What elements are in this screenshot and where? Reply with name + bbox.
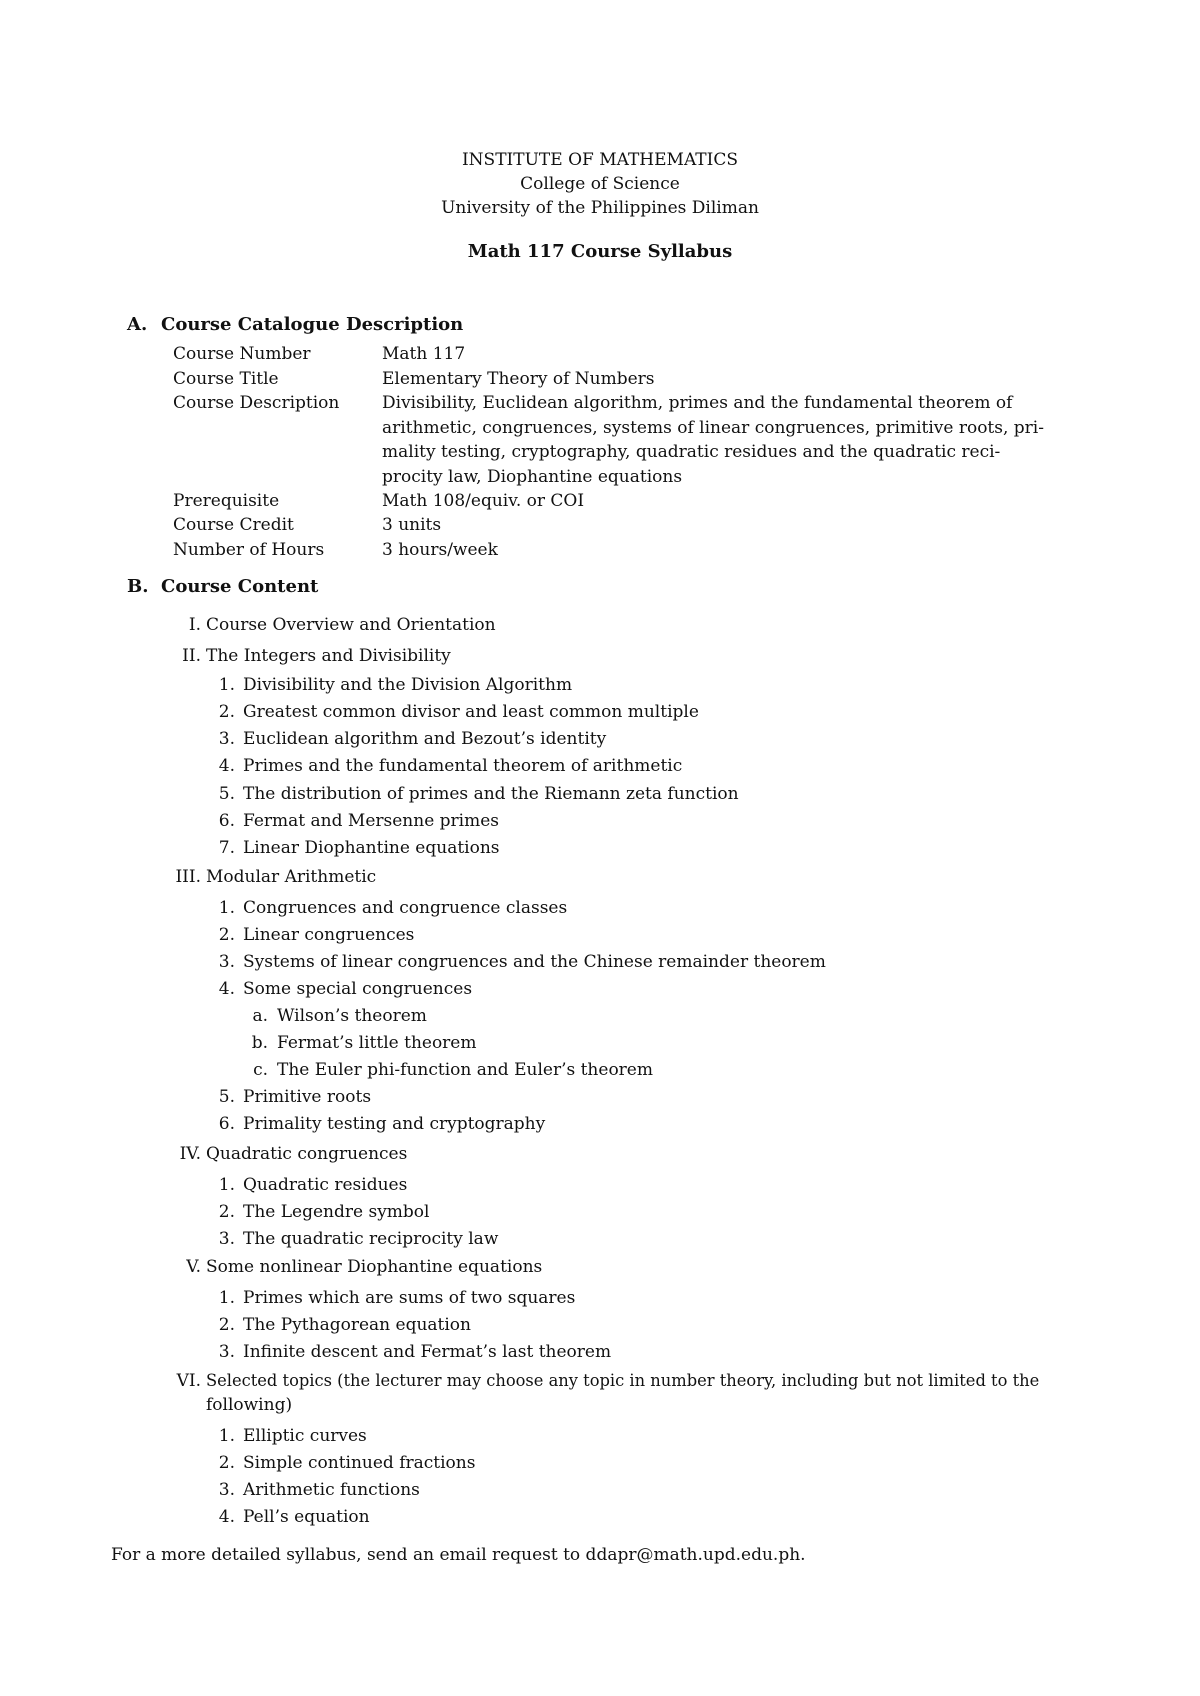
item-number: 2. (218, 1453, 235, 1473)
list-item: Congruences and congruence classes (243, 898, 568, 918)
section-a-label: A. (127, 314, 148, 335)
subitem-letter: a. (252, 1006, 268, 1026)
description-line: mality testing, cryptography, quadratic residues and the quadratic reci- (382, 442, 1001, 462)
unit-title: Modular Arithmetic (206, 867, 377, 887)
item-number: 6. (218, 811, 235, 831)
list-item: Divisibility and the Division Algorithm (243, 675, 573, 695)
item-number: 1. (218, 1175, 235, 1195)
unit-title: Some nonlinear Diophantine equations (206, 1257, 543, 1277)
unit-title: Selected topics (the lecturer may choose any topic in number theory, including but not limited to the (206, 1371, 1040, 1390)
row-value-number-of-hours: 3 hours/week (382, 540, 498, 560)
unit-title: The Integers and Divisibility (206, 646, 451, 666)
unit-number: VI. (176, 1371, 201, 1391)
item-number: 3. (218, 729, 235, 749)
list-item: Some special congruences (243, 979, 473, 999)
sub-list-item: Fermat’s little theorem (277, 1033, 477, 1053)
institute-name: INSTITUTE OF MATHEMATICS (461, 150, 739, 170)
row-key-course-credit: Course Credit (173, 515, 294, 535)
unit-number: II. (182, 646, 201, 666)
unit-title: Course Overview and Orientation (206, 615, 496, 635)
list-item: The Legendre symbol (243, 1202, 430, 1222)
item-number: 2. (218, 1202, 235, 1222)
list-item: Greatest common divisor and least common multiple (243, 702, 699, 722)
page-title: Math 117 Course Syllabus (467, 241, 733, 262)
item-number: 3. (218, 1229, 235, 1249)
item-number: 2. (218, 702, 235, 722)
item-number: 7. (218, 838, 235, 858)
item-number: 5. (218, 1087, 235, 1107)
sub-list-item: Wilson’s theorem (277, 1006, 427, 1026)
row-key-course-title: Course Title (173, 369, 279, 389)
list-item: The quadratic reciprocity law (243, 1229, 499, 1249)
list-item: Systems of linear congruences and the Chinese remainder theorem (243, 952, 826, 972)
list-item: Primality testing and cryptography (243, 1114, 546, 1134)
item-number: 4. (218, 1507, 235, 1527)
list-item: Primitive roots (243, 1087, 372, 1107)
sub-list-item: The Euler phi-function and Euler’s theorem (277, 1060, 653, 1080)
unit-number: V. (186, 1257, 201, 1277)
unit-title: Quadratic congruences (206, 1144, 408, 1164)
item-number: 2. (218, 925, 235, 945)
list-item: The Pythagorean equation (243, 1315, 471, 1335)
description-line: Divisibility, Euclidean algorithm, primes and the fundamental theorem of (382, 393, 1013, 413)
item-number: 1. (218, 898, 235, 918)
row-key-course-description: Course Description (173, 393, 340, 413)
item-number: 1. (218, 1288, 235, 1308)
description-line: procity law, Diophantine equations (382, 467, 683, 487)
item-number: 1. (218, 675, 235, 695)
list-item: Infinite descent and Fermat’s last theorem (243, 1342, 612, 1362)
item-number: 4. (218, 756, 235, 776)
list-item: Primes which are sums of two squares (243, 1288, 576, 1308)
unit-number: I. (188, 615, 201, 635)
list-item: Elliptic curves (243, 1426, 367, 1446)
unit-title-continued: following) (206, 1395, 293, 1415)
item-number: 3. (218, 1480, 235, 1500)
item-number: 4. (218, 979, 235, 999)
row-key-course-number: Course Number (173, 344, 311, 364)
item-number: 6. (218, 1114, 235, 1134)
unit-number: III. (175, 867, 201, 887)
section-a-title: Course Catalogue Description (161, 314, 464, 335)
section-b-label: B. (127, 576, 149, 597)
row-value-course-title: Elementary Theory of Numbers (382, 369, 655, 389)
row-value-course-number: Math 117 (382, 344, 466, 364)
list-item: The distribution of primes and the Riemann zeta function (243, 784, 739, 804)
list-item: Pell’s equation (243, 1507, 370, 1527)
college-name: College of Science (520, 174, 680, 194)
row-key-prerequisite: Prerequisite (173, 491, 280, 511)
row-value-prerequisite: Math 108/equiv. or COI (382, 491, 585, 511)
subitem-letter: b. (251, 1033, 268, 1053)
list-item: Fermat and Mersenne primes (243, 811, 500, 831)
footer-note: For a more detailed syllabus, send an email request to ddapr@math.upd.edu.ph. (111, 1545, 806, 1565)
list-item: Linear Diophantine equations (243, 838, 500, 858)
subitem-letter: c. (253, 1060, 268, 1080)
list-item: Simple continued fractions (243, 1453, 476, 1473)
list-item: Euclidean algorithm and Bezout’s identity (243, 729, 607, 749)
list-item: Arithmetic functions (243, 1480, 420, 1500)
item-number: 3. (218, 1342, 235, 1362)
list-item: Primes and the fundamental theorem of arithmetic (243, 756, 683, 776)
list-item: Linear congruences (243, 925, 415, 945)
item-number: 1. (218, 1426, 235, 1446)
section-b-title: Course Content (161, 576, 319, 597)
item-number: 2. (218, 1315, 235, 1335)
row-value-course-credit: 3 units (382, 515, 442, 535)
list-item: Quadratic residues (243, 1175, 408, 1195)
row-key-number-of-hours: Number of Hours (173, 540, 325, 560)
item-number: 5. (218, 784, 235, 804)
university-name: University of the Philippines Diliman (441, 198, 759, 218)
item-number: 3. (218, 952, 235, 972)
unit-number: IV. (179, 1144, 201, 1164)
description-line: arithmetic, congruences, systems of linear congruences, primitive roots, pri- (382, 418, 1044, 438)
